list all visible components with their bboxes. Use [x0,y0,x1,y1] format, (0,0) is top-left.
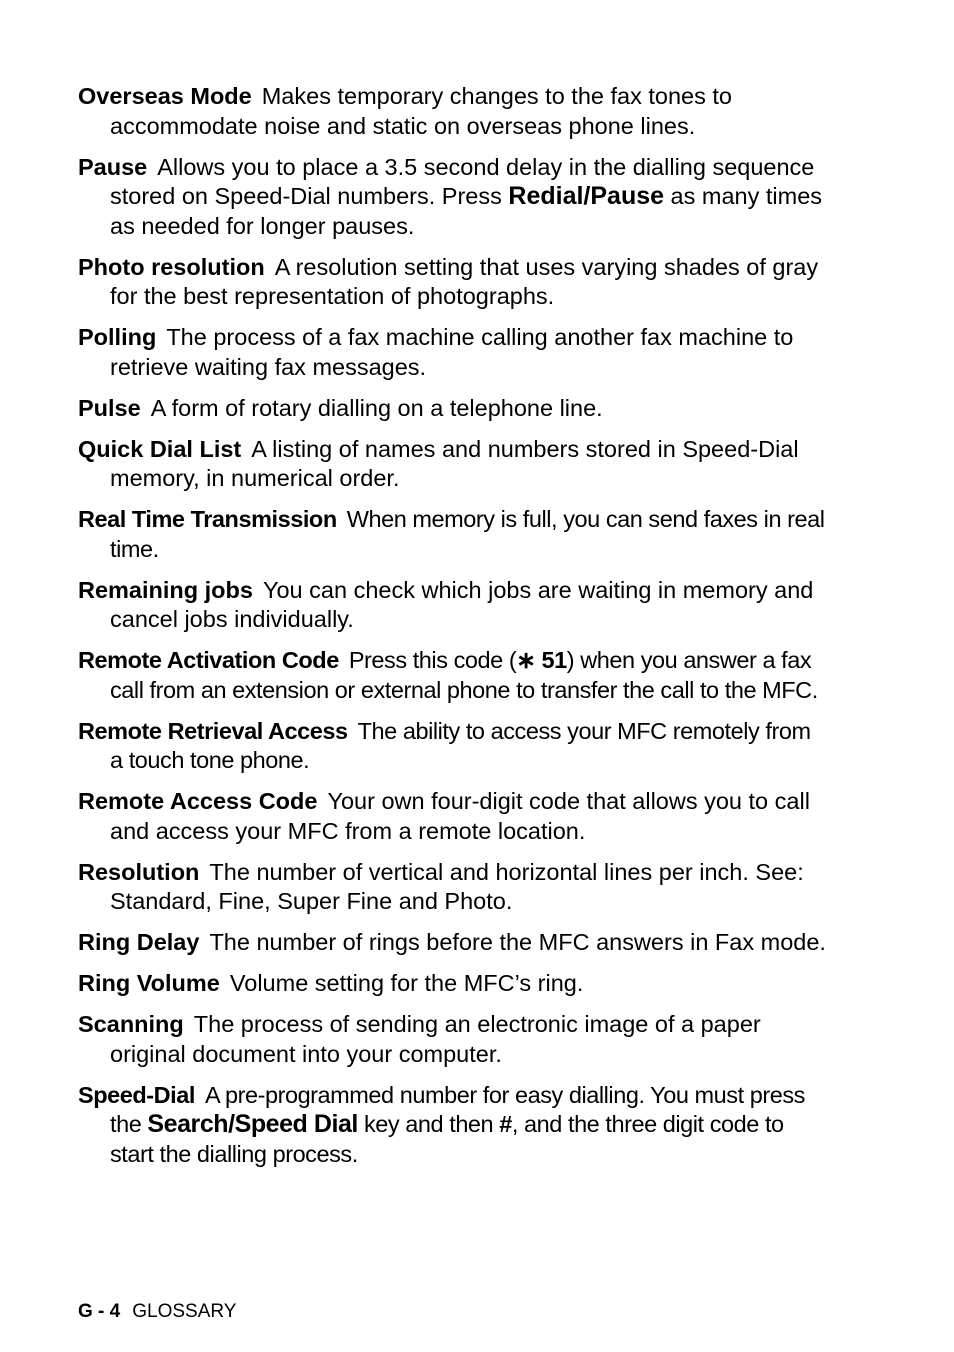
redial-pause-key-label: Redial/Pause [508,182,665,210]
glossary-entry-remaining-jobs [78,576,828,635]
glossary-definition-end: , and the three digit code to start the dialling process. [110,1111,784,1167]
glossary-entry-pause [78,153,828,242]
glossary-entry-resolution [78,858,828,917]
glossary-term: Speed-Dial [78,1081,195,1108]
glossary-term: Ring Delay [78,929,200,955]
page-footer [78,1301,236,1323]
glossary-definition: Allows you to place a 3.5 second delay in the dialling sequence stored on Speed-Dial numbers. Press [110,153,815,209]
glossary-term: Photo resolution [78,253,265,280]
glossary-entry-remote-access-code [78,787,828,846]
glossary-definition: You can check which jobs are waiting in memory and cancel jobs individually. [110,576,814,632]
glossary-term: Scanning [78,1011,184,1037]
glossary-term: Polling [78,324,157,350]
section-name: GLOSSARY [132,1301,237,1322]
glossary-term: Pause [78,153,148,180]
hash-key-label: # [499,1111,512,1137]
glossary-definition: A listing of names and numbers stored in Speed-Dial memory, in numerical order. [110,435,799,491]
glossary-definition-cont: ) when you answer a fax call from an extension or external phone to transfer the call to the MFC. [110,647,818,703]
glossary-definition: The number of vertical and horizontal lines per inch. See: Standard, Fine, Super Fine and Photo. [110,858,804,914]
glossary-entry-real-time-transmission [78,505,828,564]
glossary-term: Ring Volume [78,970,220,996]
glossary-entry-speed-dial [78,1081,828,1170]
glossary-definition: The process of a fax machine calling another fax machine to retrieve waiting fax messages. [110,324,794,380]
glossary-definition: The ability to access your MFC remotely from a touch tone phone. [110,717,811,773]
glossary-entry-quick-dial-list [78,435,828,494]
glossary-definition: Volume setting for the MFC’s ring. [229,970,584,996]
glossary-definition: The number of rings before the MFC answers in Fax mode. [209,929,826,955]
glossary-definition-cont: as many times as needed for longer pauses. [110,183,823,239]
glossary-term: Quick Dial List [78,435,242,462]
glossary-term: Resolution [78,858,200,885]
glossary-term: Overseas Mode [78,83,252,109]
glossary-entry-ring-delay [78,928,828,958]
glossary-definition: Makes temporary changes to the fax tones to accommodate noise and static on overseas phone lines. [110,83,732,139]
search-speed-dial-key-label: Search/Speed Dial [147,1110,358,1138]
glossary-entry-scanning [78,1010,828,1069]
star-key-icon: ∗ [516,647,536,673]
glossary-definition: A resolution setting that uses varying shades of gray for the best representation of photographs. [110,253,819,309]
glossary-definition: Your own four-digit code that allows you to call and access your MFC from a remote location. [110,788,810,844]
glossary-term: Remote Retrieval Access [78,717,348,744]
glossary-definition: When memory is full, you can send faxes in real time. [110,506,825,562]
glossary-definition: A pre-programmed number for easy dialling. You must press the [110,1081,805,1137]
glossary-definition: A form of rotary dialling on a telephone line. [150,394,603,421]
glossary-entry-overseas-mode [78,82,828,141]
glossary-definition: The process of sending an electronic image of a paper original document into your computer. [110,1011,761,1067]
glossary-entry-pulse [78,394,828,424]
glossary-entry-ring-volume [78,969,828,999]
activation-code-digits: 51 [535,647,567,673]
glossary-entry-remote-activation-code [78,646,828,705]
glossary-entry-polling [78,323,828,382]
glossary-term: Real Time Transmission [78,506,337,532]
glossary-definition: Press this code ( [348,647,517,673]
glossary-term: Remote Access Code [78,788,318,814]
glossary-entry-photo-resolution [78,253,828,312]
glossary-term: Remaining jobs [78,576,253,603]
glossary-term: Remote Activation Code [78,647,339,673]
glossary-definition-cont: key and then [357,1111,500,1137]
glossary-content [78,82,828,1181]
glossary-term: Pulse [78,394,141,421]
glossary-entry-remote-retrieval-access [78,717,828,776]
page-number: G - 4 [78,1301,121,1322]
